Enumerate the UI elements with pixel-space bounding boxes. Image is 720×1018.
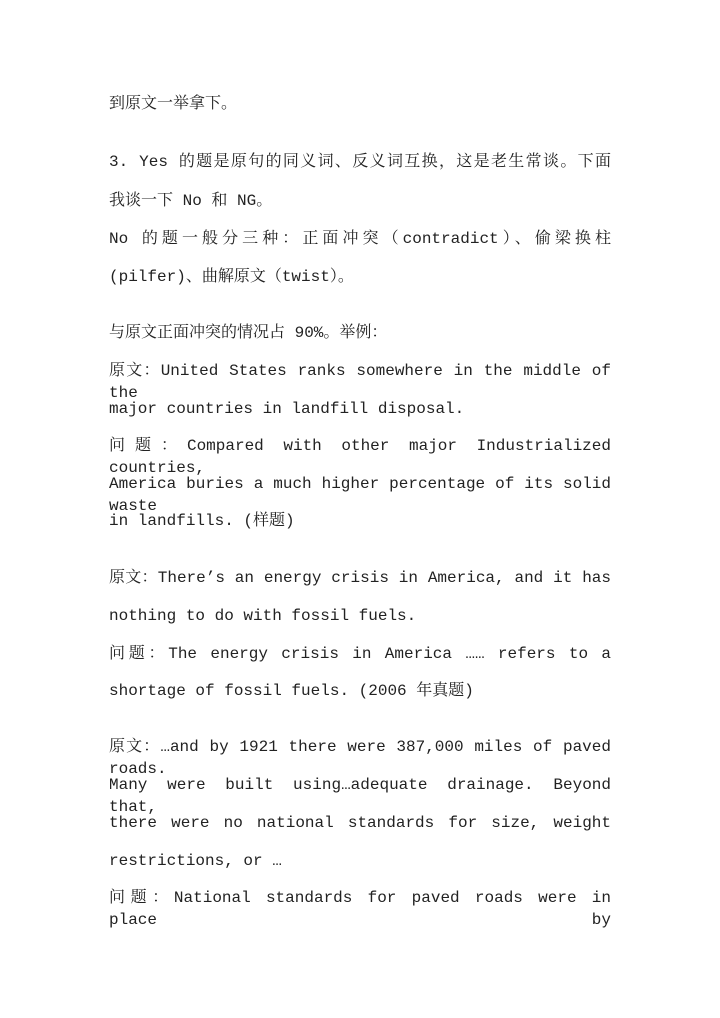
text-line: 3. Yes 的题是原句的同义词、反义词互换，这是老生常谈。下面 [109, 153, 611, 171]
text-line: No 的题一般分三种：正面冲突（contradict）、偷梁换柱 [109, 230, 611, 248]
text-line: America buries a much higher percentage of its solid waste [109, 475, 611, 515]
text-line: major countries in landfill disposal. [109, 400, 465, 418]
text-line: 原文：…and by 1921 there were 387,000 miles of paved roads. [109, 738, 611, 778]
text-line: 与原文正面冲突的情况占 90%。举例： [109, 324, 388, 342]
text-line: 到原文一举拿下。 [109, 95, 238, 113]
text-line: nothing to do with fossil fuels. [109, 607, 417, 625]
text-line: 原文：There’s an energy crisis in America, and it has [109, 569, 611, 587]
text-line: 问题：Compared with other major Industrialized countries, [109, 437, 611, 477]
text-line: (pilfer)、曲解原文（twist）。 [109, 268, 354, 286]
text-line: 原文：United States ranks somewhere in the middle of the [109, 362, 611, 402]
text-line: 问题：The energy crisis in America …… refers to a [109, 645, 611, 663]
text-line: in landfills. (样题) [109, 512, 295, 530]
text-line: Many were built using…adequate drainage. Beyond that, [109, 776, 611, 816]
text-line: 问题：National standards for paved roads were in place by [109, 889, 611, 929]
text-line: 我谈一下 No 和 NG。 [109, 192, 273, 210]
text-line: there were no national standards for size, weight [109, 814, 611, 832]
text-line: shortage of fossil fuels. (2006 年真题) [109, 682, 474, 700]
text-line: restrictions, or … [109, 852, 282, 870]
